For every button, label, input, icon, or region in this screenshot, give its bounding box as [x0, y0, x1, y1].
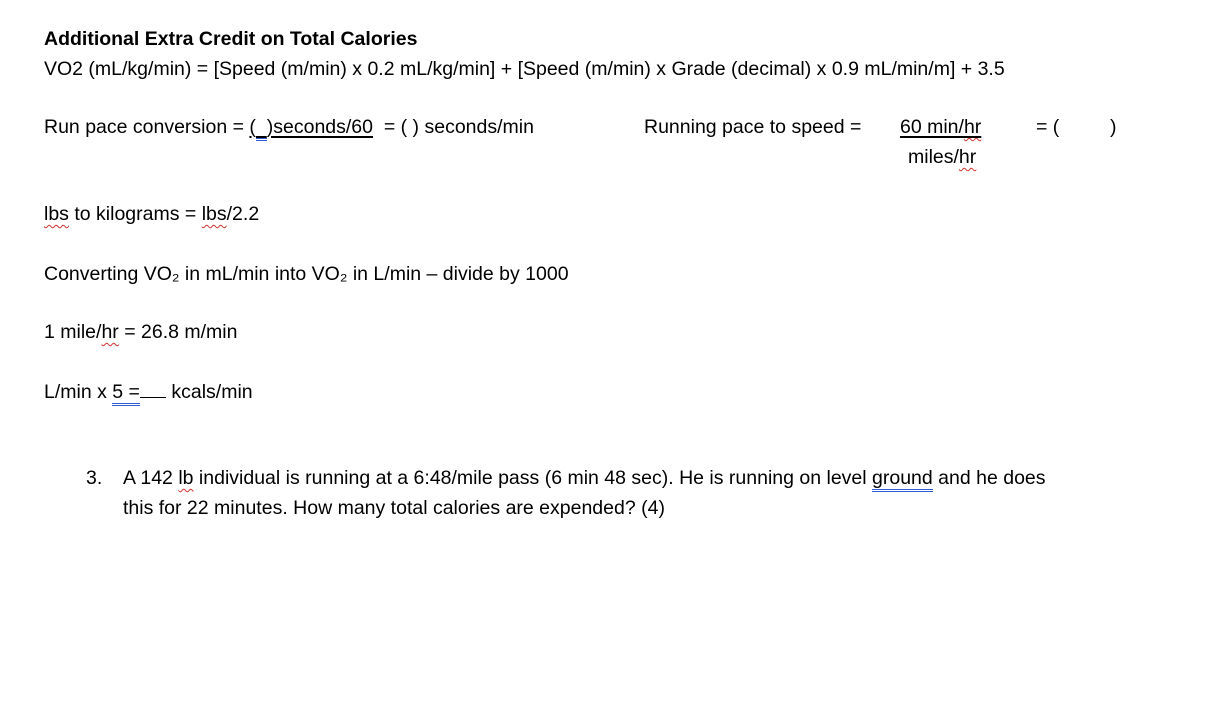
lmin-blank — [140, 397, 166, 398]
question-line-1: A 142 lb individual is running at a 6:48/mile pass (6 min 48 sec). He is running on level ground and he does — [123, 466, 1046, 490]
lmin-kcal-conversion: L/min x 5 = kcals/min — [44, 380, 253, 404]
vo2-formula: VO2 (mL/kg/min) = [Speed (m/min) x 0.2 mL/kg/min] + [Speed (m/min) x Grade (decimal) x 0.9 mL/min/m] + 3.5 — [44, 58, 1005, 80]
pace-to-speed-denominator: miles/hr — [908, 146, 977, 168]
run-pace-result: ) seconds/min — [407, 116, 534, 138]
vo2-conversion-note: Converting VO₂ in mL/min into VO₂ in L/min – divide by 1000 — [44, 263, 569, 285]
question-line-2: this for 22 minutes. How many total calories are expended? (4) — [123, 497, 665, 519]
run-pace-blank — [256, 116, 267, 141]
run-pace-label: Run pace conversion = — [44, 116, 250, 138]
pace-to-speed-label: Running pace to speed = — [644, 116, 862, 138]
question-number: 3. — [86, 467, 103, 489]
pace-to-speed-close: ) — [1110, 116, 1117, 138]
mile-hr-conversion: 1 mile/hr = 26.8 m/min — [44, 321, 238, 343]
lmin-five: 5 = — [112, 381, 140, 406]
run-pace-numerator: ( )seconds/60 — [249, 116, 373, 141]
page-title: Additional Extra Credit on Total Calories — [44, 28, 418, 50]
pace-to-speed-numerator: 60 min/hr — [900, 116, 982, 138]
pace-to-speed-equals: = ( — [1036, 116, 1060, 138]
run-pace-conversion — [44, 115, 534, 139]
run-pace-equals: = ( — [373, 116, 408, 138]
lbs-to-kg: lbs to kilograms = lbs/2.2 — [44, 203, 260, 225]
